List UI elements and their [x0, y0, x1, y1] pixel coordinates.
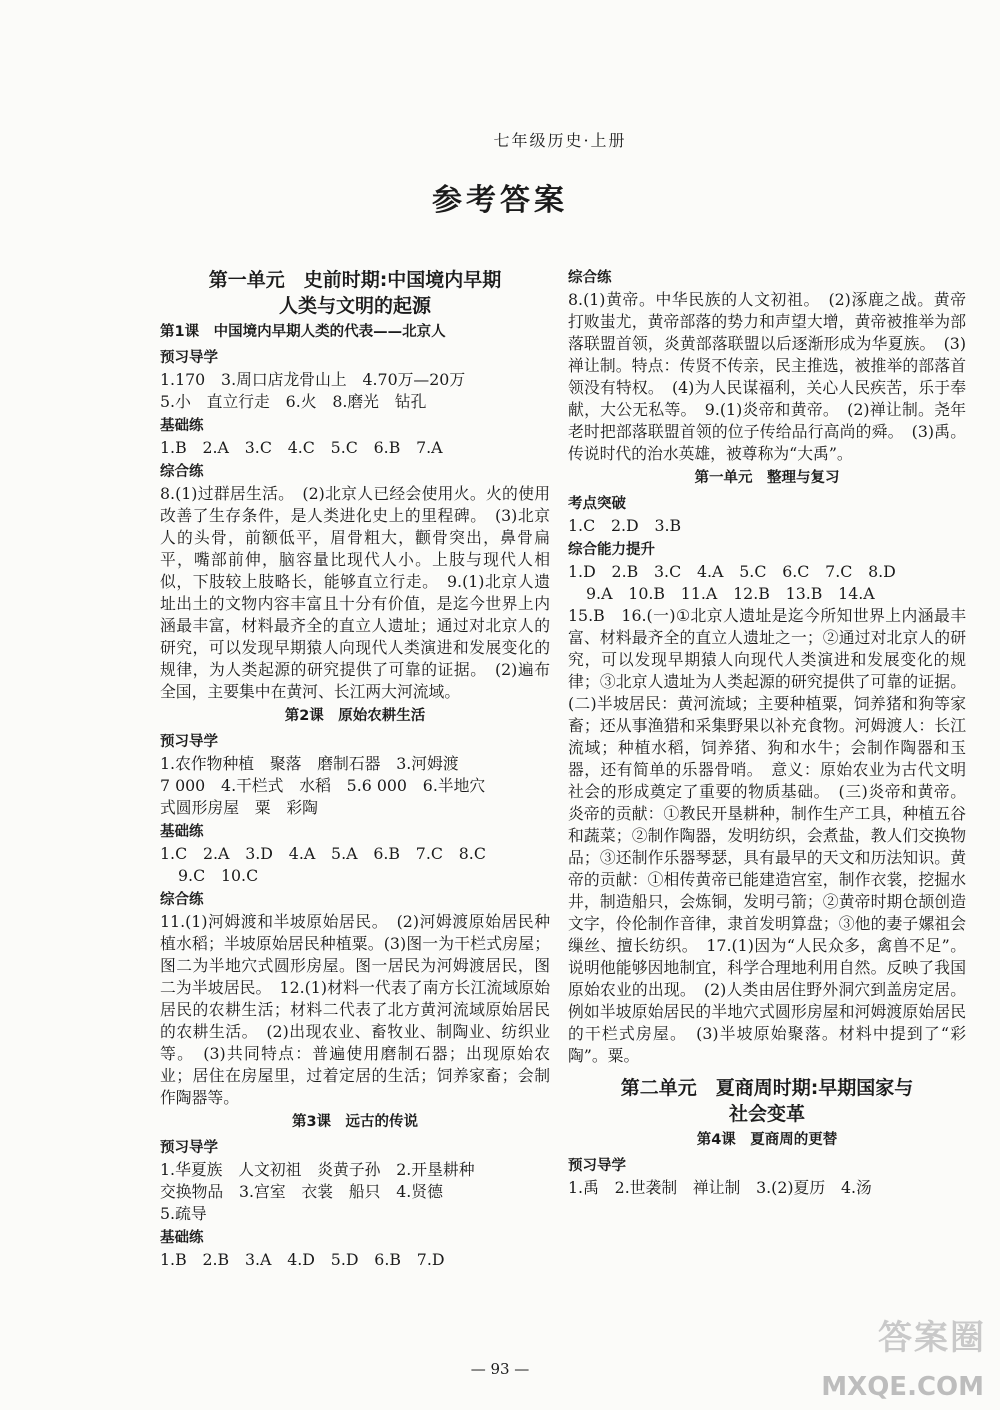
review-ability-label: 综合能力提升: [568, 542, 655, 558]
lesson-2-basic-label: 基础练: [160, 824, 204, 840]
lesson-2-title: 第2课 原始农耕生活: [284, 708, 426, 724]
unit-1-title-line-1: 第一单元 史前时期:中国境内早期: [208, 269, 502, 291]
lesson-3-preview-line: 1.华夏族 人文初祖 炎黄子孙 2.开垦耕种: [160, 1160, 475, 1179]
lesson-1-preview-label: 预习导学: [160, 350, 218, 366]
left-column: [160, 265, 550, 1271]
lesson-2-comprehensive-answers: 11.(1)河姆渡和半坡原始居民。 (2)河姆渡原始居民种植水稻；半坡原始居民种植粟。(3)图一为干栏式房屋；图二为半地穴式圆形房屋。图一居民为河姆渡居民，图二为半坡居民。 12.(1)材料一代表了南方长江流域原始居民的农耕生活；材料二代表了北方黄河流域原始居民的农耕生活。 (2)出现农业、畜牧业、制陶业、纺织业等。 (3)共同特点：普遍使用磨制石器；出现原始农业；居住在房屋里，过着定居的生活；饲养家畜；会制作陶器等。: [160, 912, 550, 1107]
lesson-3-comprehensive-answers: 8.(1)黄帝。中华民族的人文初祖。 (2)涿鹿之战。黄帝打败蚩尤，黄帝部落的势力和声望大增，黄帝被推举为部落联盟首领，炎黄部落联盟以后逐渐形成为华夏族。 (3)禅让制。特点：传贤不传亲，民主推选，被推举的部落首领没有特权。 (4)为人民谋福利，关心人民疾苦，乐于奉献，大公无私等。 9.(1)炎帝和黄帝。 (2)禅让制。尧年老时把部落联盟首领的位子传给品行高尚的舜。 (3)禹。传说时代的治水英雄，被尊称为“大禹”。: [568, 290, 966, 463]
lesson-4-title: 第4课 夏商周的更替: [696, 1132, 838, 1148]
lesson-2-preview-label: 预习导学: [160, 734, 218, 750]
lesson-1-comprehensive-label: 综合练: [160, 464, 204, 480]
watermark-url: MXQE.COM: [821, 1372, 984, 1402]
unit-2-title-line-1: 第二单元 夏商周时期:早期国家与: [620, 1077, 914, 1099]
lesson-2-preview-line: 式圆形房屋 粟 彩陶: [160, 798, 318, 817]
lesson-4-preview-line: 1.禹 2.世袭制 禅让制 3.(2)夏历 4.汤: [568, 1178, 872, 1197]
review-breakthrough-answers: 1.C 2.D 3.B: [568, 516, 682, 535]
lesson-2-basic-answers: 9.C 10.C: [178, 866, 259, 885]
unit-1-title-line-2: 人类与文明的起源: [278, 295, 431, 317]
page-title: 参考答案: [432, 183, 568, 218]
lesson-1-preview-line: 5.小 直立行走 6.火 8.磨光 钻孔: [160, 392, 427, 411]
review-long-answers: 15.B 16.(一)①北京人遗址是迄今所知世界上内涵最丰富、材料最齐全的直立人遗址之一；②通过对北京人的研究，可以发现早期猿人向现代人类演进和发展变化的规律；③北京人遗址为人类起源的研究提供了可靠的证据。(二)半坡居民：黄河流域；主要种植粟，饲养猪和狗等家畜；还从事渔猎和采集野果以补充食物。河姆渡人：长江流域；种植水稻，饲养猪、狗和水牛；会制作陶器和玉器，还有简单的乐器骨哨。 意义：原始农业为古代文明社会的形成奠定了重要的物质基础。 (三)炎帝和黄帝。炎帝的贡献：①教民开垦耕种，制作生产工具，种植五谷和蔬菜；②制作陶器，发明纺织，会煮盐，教人们交换物品；③还制作乐器琴瑟，具有最早的天文和历法知识。黄帝的贡献：①相传黄帝已能建造宫室，制作衣裳，挖掘水井，制造船只，会炼铜，发明弓箭；②黄帝时期仓颉创造文字，伶伦制作音律，隶首发明算盘；③他的妻子嫘祖会缫丝、擅长纺织。 17.(1)因为“人民众多，禽兽不足”。说明他能够因地制宜，科学合理地利用自然。反映了我国原始农业的出现。 (2)人类由居住野外洞穴到盖房定居。例如半坡原始居民的半地穴式圆形房屋和河姆渡原始居民的干栏式房屋。 (3)半坡原始聚落。材料中提到了“彩陶”。粟。: [568, 606, 966, 1065]
lesson-1-comprehensive-answers: 8.(1)过群居生活。 (2)北京人已经会使用火。火的使用改善了生存条件，是人类进化史上的里程碑。 (3)北京人的头骨，前额低平，眉骨粗大，颧骨突出，鼻骨扁平，嘴部前伸，脑容量比现代人小。上肢与现代人相似，下肢较上肢略长，能够直立行走。 9.(1)北京人遗址出土的文物内容丰富且十分有价值，是迄今世界上内涵最丰富，材料最齐全的直立人遗址；通过对北京人的研究，可以发现早期猿人向现代人类演进和发展变化的规律，为人类起源的研究提供了可靠的证据。 (2)遍布全国，主要集中在黄河、长江两大河流域。: [160, 484, 550, 701]
review-breakthrough-label: 考点突破: [568, 496, 626, 512]
lesson-3-basic-label: 基础练: [160, 1230, 204, 1246]
lesson-1-preview-line: 1.170 3.周口店龙骨山上 4.70万—20万: [160, 370, 466, 389]
lesson-3-preview-label: 预习导学: [160, 1140, 218, 1156]
unit-1-review-title: 第一单元 整理与复习: [694, 470, 840, 486]
lesson-3-basic-answers: 1.B 2.B 3.A 4.D 5.D 6.B 7.D: [160, 1250, 445, 1269]
lesson-4-preview-label: 预习导学: [568, 1158, 626, 1174]
book-subtitle: 七年级历史·上册: [493, 131, 627, 150]
lesson-1-title: 第1课 中国境内早期人类的代表——北京人: [160, 324, 446, 340]
lesson-2-preview-line: 7 000 4.干栏式 水稻 5.6 000 6.半地穴: [160, 776, 486, 795]
review-ability-answers: 9.A 10.B 11.A 12.B 13.B 14.A: [586, 584, 875, 603]
lesson-3-title: 第3课 远古的传说: [291, 1114, 419, 1130]
lesson-2-comprehensive-label: 综合练: [160, 892, 204, 908]
lesson-2-basic-answers: 1.C 2.A 3.D 4.A 5.A 6.B 7.C 8.C: [160, 844, 486, 863]
lesson-1-basic-answers: 1.B 2.A 3.C 4.C 5.C 6.B 7.A: [160, 438, 443, 457]
watermark-logo: 答案圈: [878, 1318, 986, 1358]
unit-2-title-line-2: 社会变革: [728, 1103, 805, 1125]
lesson-1-basic-label: 基础练: [160, 418, 204, 434]
watermark: [786, 1310, 986, 1402]
unit-1-title: [160, 267, 550, 319]
lesson-3-preview-line: 交换物品 3.宫室 衣裳 船只 4.贤德: [160, 1182, 443, 1201]
lesson-3-preview-line: 5.疏导: [160, 1204, 207, 1223]
review-ability-answers: 1.D 2.B 3.C 4.A 5.C 6.C 7.C 8.D: [568, 562, 896, 581]
lesson-3-comprehensive-label: 综合练: [568, 270, 612, 286]
right-column: [568, 265, 966, 1199]
lesson-2-preview-line: 1.农作物种植 聚落 磨制石器 3.河姆渡: [160, 754, 459, 773]
page-header: [0, 128, 1000, 219]
unit-2-title: [568, 1075, 966, 1127]
page-number: — 93 —: [470, 1360, 530, 1378]
